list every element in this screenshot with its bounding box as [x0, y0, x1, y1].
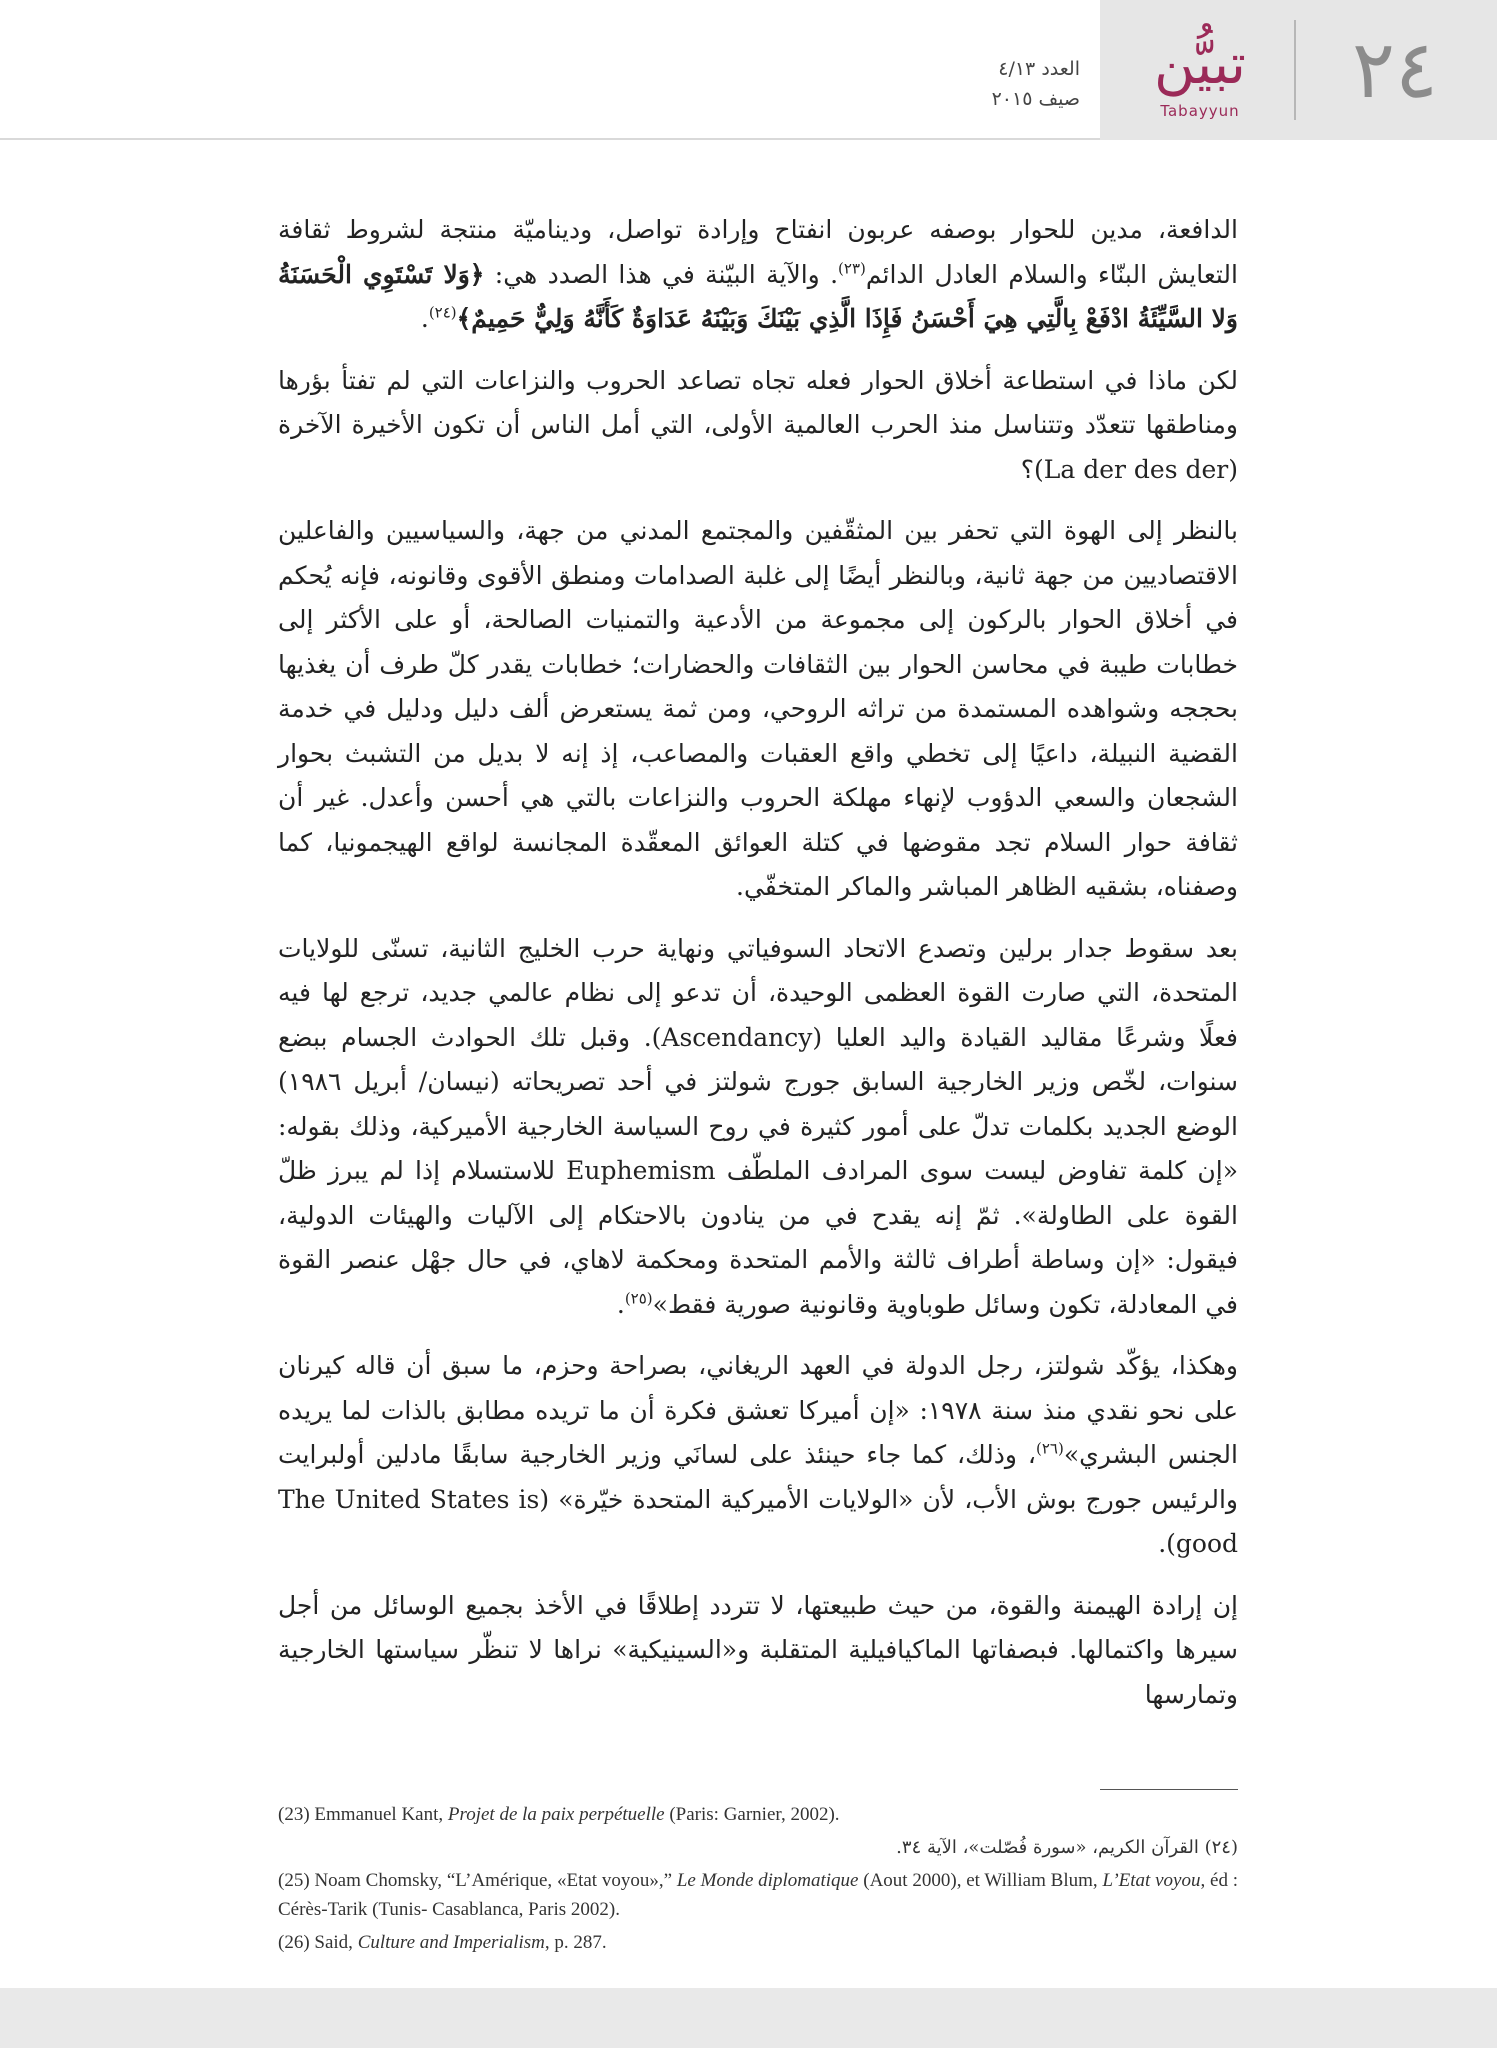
quran-verse: ﴿وَلا تَسْتَوِي الْحَسَنَةُ وَلا السَّيِّئَةُ ادْفَعْ بِالَّتِي هِيَ أَحْسَنُ فَإِذَا الَّذِي بَيْنَكَ وَبَيْنَهُ عَدَاوَةٌ كَأَنَّهُ وَلِيٌّ حَمِيمٌ﴾ [278, 259, 1238, 333]
footnote-ref-25[interactable]: (٢٥) [624, 1289, 653, 1308]
logo-arabic: تبيُّن [1153, 32, 1246, 97]
header-divider [1294, 20, 1296, 120]
journal-logo [1120, 30, 1280, 130]
paragraph-2: لكن ماذا في استطاعة أخلاق الحوار فعله تجاه تصاعد الحروب والنزاعات التي لم تفتأ بؤرها ومناطقها تتعدّد وتتناسل منذ الحرب العالمية الأولى، التي أمل الناس أن تكون الأخيرة الآخرة (La der des der)؟ [278, 365, 1239, 484]
paragraph-4-text: بعد سقوط جدار برلين وتصدع الاتحاد السوفياتي ونهاية حرب الخليج الثانية، تسنّى للولايات المتحدة، التي صارت القوة العظمى الوحيدة، أن تدعو إلى نظام عالمي جديد، ترجع لها فيه فعلًا وشرعًا مقاليد القيادة واليد العليا (Ascendancy). وقبل تلك الحوادث الجسام ببضع سنوات، لخّص وزير الخارجية السابق جورج شولتز في أحد تصريحاته (نيسان/ أبريل ١٩٨٦) الوضع الجديد بكلمات تدلّ على أمور كثيرة في روح السياسة الخارجية الأميركية، وذلك بقوله: «إن كلمة تفاوض ليست سوى المرادف الملطّف Euphemism للاستسلام إذا لم يبرز ظلّ القوة على الطاولة». ثمّ إنه يقدح في من ينادون بالاحتكام إلى الآليات والهيئات الدولية، فيقول: «إن وساطة أطراف ثالثة والأمم المتحدة ومحكمة لاهاي، في حال جهْل عنصر القوة في المعادلة، تكون وسائل طوباوية وقانونية صورية فقط» [278, 933, 1238, 1319]
footnote-25-book: L’Etat voyou [1102, 1870, 1201, 1891]
paragraph-4 [278, 927, 1238, 1328]
footnote-26-title: Culture and Imperialism [357, 1932, 545, 1953]
paragraph-3: بالنظر إلى الهوة التي تحفر بين المثقّفين والمجتمع المدني من جهة، والسياسيين والفاعلين الاقتصاديين من جهة ثانية، وبالنظر أيضًا إلى غلبة الصدامات ومنطق الأقوى وقانونه، فإنه يُحكم في أخلاق الحوار بالركون إلى مجموعة من الأدعية والتمنيات الصالحة، أو على الأكثر إلى خطابات طيبة في محاسن الحوار بين الثقافات والحضارات؛ خطابات يقدر كلّ طرف أن يغذيها بحججه وشواهده المستمدة من تراثه الروحي، ومن ثمة يستعرض ألف دليل ودليل في خدمة القضية النبيلة، داعيًا إلى تخطي واقع العقبات والمصاعب، إذ إنه لا بديل من التشبث بحوار الشجعان والسعي الدؤوب لإنهاء مهلكة الحروب والنزاعات بالتي هي أحسن وأعدل. غير أن ثقافة حوار السلام تجد مقوضها في كتلة العوائق المعقّدة المجانسة لواقع الهيجمونيا، كما وصفناه، بشقيه الظاهر المباشر والماكر المتخفّي. [278, 516, 1238, 901]
footnote-separator [1100, 1789, 1238, 1790]
issue-season: صيف ٢٠١٥ [991, 88, 1080, 110]
paragraph-6: إن إرادة الهيمنة والقوة، من حيث طبيعتها، لا تتردد إطلاقًا في الأخذ بجميع الوسائل من أجل سيرها واكتمالها. فبصفاتها الماكيافيلية المتقلبة و«السينيكية» نراها لا تنظّر سياستها الخارجية وتمارسها [278, 1590, 1238, 1709]
footnote-23-title: Projet de la paix perpétuelle [447, 1804, 665, 1825]
footnote-25-part-a: Noam Chomsky, “L’Amérique, «Etat voyou»,” [314, 1870, 677, 1891]
issue-number: العدد ٤/١٣ [998, 58, 1080, 80]
footnote-23-number: (23) [278, 1804, 310, 1825]
footnote-23 [278, 1800, 1238, 1829]
footnote-25-journal: Le Monde diplomatique [676, 1870, 859, 1891]
logo-latin: Tabayyun [1160, 102, 1240, 120]
issue-info [880, 54, 1080, 114]
footnote-ref-26[interactable]: (٢٦) [1036, 1439, 1064, 1458]
paragraph-1-mid: . والآية البيّنة في هذا الصدد هي: [484, 259, 839, 289]
paragraph-1-text: الدافعة، مدين للحوار بوصفه عربون انفتاح وإرادة تواصل، وديناميّة منتجة لشروط ثقافة التعايش البنّاء والسلام العادل الدائم [278, 215, 1239, 289]
page-header [0, 0, 1497, 140]
footnote-26-author: Said, [314, 1932, 358, 1953]
footnote-ref-24[interactable]: (٢٤) [428, 303, 457, 322]
paragraph-5-text: وهكذا، يؤكّد شولتز، رجل الدولة في العهد الريغاني، بصراحة وحزم، ما سبق أن قاله كيرنان على نحو نقدي منذ سنة ١٩٧٨: «إن أميركا تعشق فكرة أن ما تريده مطابق بالذات لما يريده الجنس البشري» [278, 1351, 1238, 1469]
footnote-26-rest: , p. 287. [544, 1932, 607, 1953]
footnote-23-author: Emmanuel Kant, [314, 1804, 448, 1825]
footnote-24: (٢٤) القرآن الكريم، «سورة فُصّلت»، الآية ٣٤. [896, 1837, 1238, 1858]
footnote-25-number: (25) [278, 1870, 310, 1891]
paragraph-1 [278, 208, 1238, 342]
article-body [278, 208, 1238, 1734]
page-number: ٢٤ [1352, 23, 1438, 116]
footnote-23-rest: (Paris: Garnier, 2002). [664, 1804, 840, 1825]
paragraph-5-end: ، وذلك، كما جاء حينئذ على لسانَي وزير الخارجية سابقًا مادلين أولبرايت والرئيس جورج بوش الأب، لأن «الولايات الأميركية المتحدة خيّرة» (The United States is good). [278, 1440, 1238, 1558]
footnote-ref-23[interactable]: (٢٣) [838, 259, 866, 278]
footnote-26-number: (26) [278, 1932, 310, 1953]
footnote-26 [278, 1928, 1238, 1957]
paragraph-5 [278, 1344, 1238, 1567]
paragraph-4-end: . [616, 1289, 625, 1319]
page-bottom-band [0, 1988, 1497, 2048]
footnote-25-part-e: , éd : Cérès-Tarik (Tunis- Casablanca, Paris 2002). [278, 1870, 1239, 1920]
footnote-25 [278, 1866, 1238, 1924]
footnote-25-part-c: (Aout 2000), et William Blum, [858, 1870, 1103, 1891]
footnotes [278, 1800, 1238, 1961]
paragraph-1-end: . [420, 304, 429, 333]
